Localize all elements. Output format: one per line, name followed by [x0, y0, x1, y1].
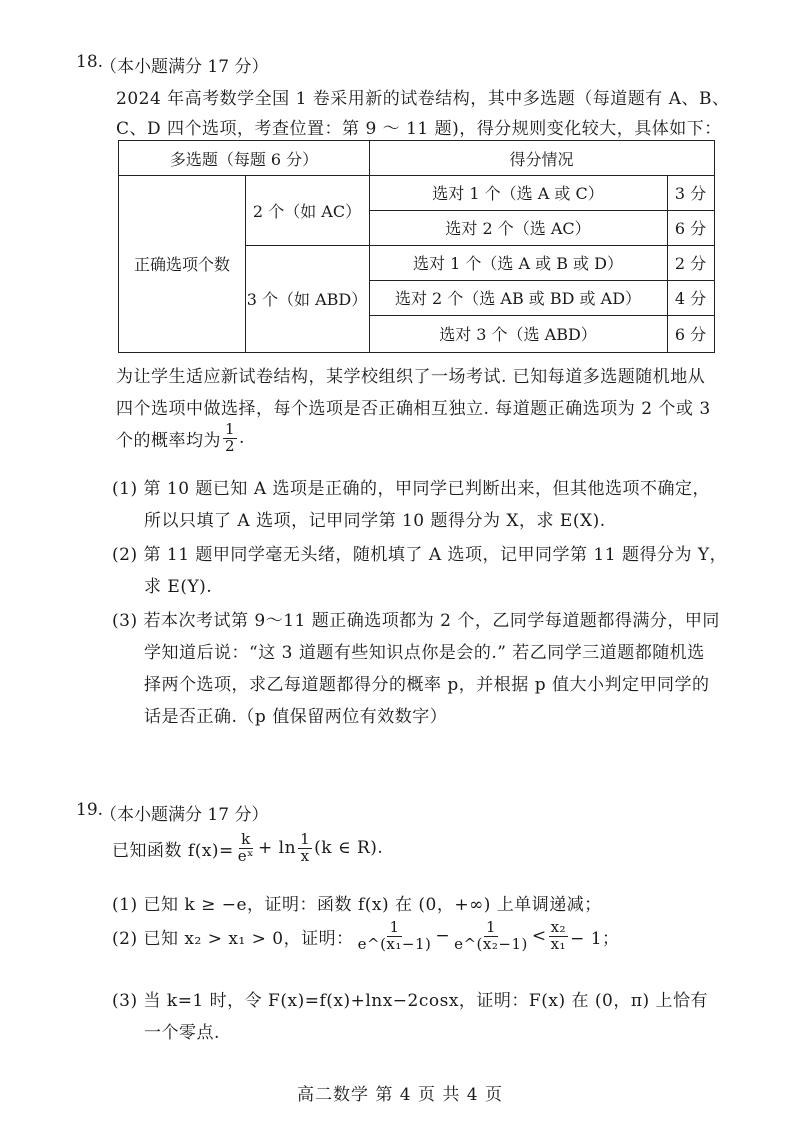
q19-part-2-fraction-3 [549, 920, 568, 953]
q18-part-3-line-2: 学知道后说：“这 3 道题有些知识点你是会的.” 若乙同学三道题都随机选 [144, 643, 705, 663]
q18-number: 18. [76, 52, 104, 72]
q18-part-2-line-1: (2) 第 11 题甲同学毫无头绪，随机填了 A 选项，记甲同学第 11 题得分为 Y， [112, 545, 728, 565]
q18-intro-line-2: C、D 四个选项，考查位置：第 9 ～ 11 题)，得分规则变化较大，具体如下： [116, 119, 722, 139]
q19-heading: （本小题满分 17 分） [100, 805, 269, 825]
q19-part-2-fraction-1 [356, 920, 434, 953]
q18-paragraph-line-2: 四个选项中做选择，每个选项是否正确相互独立. 每道题正确选项为 2 个或 3 [116, 399, 711, 419]
q18-part-2-line-2: 求 E(Y). [144, 577, 213, 597]
q19-part-2 [112, 920, 620, 953]
table-score-5: 6 分 [674, 325, 707, 344]
q19-given-suffix: (k ∈ R). [314, 838, 384, 859]
table-case-2: 选对 2 个（选 AC） [445, 219, 591, 238]
table-score-4: 4 分 [674, 289, 707, 308]
table-header-multichoice: 多选题（每题 6 分） [169, 149, 319, 169]
q18-paragraph-line-1: 为让学生适应新试卷结构，某学校组织了一场考试. 已知每道多选题随机地从 [116, 367, 706, 387]
q19-given-prefix: 已知函数 f(x)= [112, 840, 234, 861]
table-case-3: 选对 1 个（选 A 或 B 或 D） [413, 254, 623, 273]
fraction-denominator: x₁ [550, 934, 567, 953]
table-row-label: 正确选项个数 [133, 255, 230, 274]
fraction-numerator: 1 [225, 420, 236, 438]
q19-part-2-fraction-2 [452, 920, 530, 953]
fraction-denominator: x [300, 846, 310, 865]
fraction-numerator: 1 [389, 918, 400, 936]
q19-part-3-line-2: 一个零点. [144, 1023, 220, 1043]
table-case-1: 选对 1 个（选 A 或 C） [432, 184, 604, 203]
table-header-scoring: 得分情况 [509, 149, 574, 169]
q18-intro-line-1: 2024 年高考数学全国 1 卷采用新的试卷结构，其中多选题（每道题有 A、B、 [116, 89, 730, 109]
q19-part-2-prefix: (2) 已知 x₂ > x₁ > 0，证明： [112, 928, 354, 949]
q19-given-ln: + ln [258, 838, 297, 859]
q19-given-fraction-1 [236, 832, 256, 865]
fraction-denominator: e^(x₁−1) [357, 934, 432, 953]
fraction-numerator: 1 [300, 830, 311, 848]
q19-number: 19. [76, 800, 104, 820]
q19-part-2-end: − 1； [570, 928, 620, 949]
q18-part-3-line-1: (3) 若本次考试第 9～11 题正确选项都为 2 个，乙同学每道题都得满分，甲同 [112, 611, 720, 631]
fraction-denominator: eˣ [237, 846, 255, 865]
table-score-2: 6 分 [674, 219, 707, 238]
q18-heading: （本小题满分 17 分） [100, 57, 269, 77]
fraction-numerator: k [241, 830, 251, 848]
q19-part-3-line-1: (3) 当 k=1 时，令 F(x)=f(x)+lnx−2cosx，证明：F(x) 在 (0，π) 上恰有 [112, 991, 709, 1011]
q18-part-3-line-3: 择两个选项，求乙每道题都得分的概率 p，并根据 p 值大小判定甲同学的 [144, 675, 710, 695]
q18-probability-fraction [223, 422, 237, 455]
table-group-three: 3 个（如 ABD） [246, 290, 368, 309]
q19-part-2-less-than: < [531, 926, 547, 947]
fraction-numerator: 1 [485, 918, 496, 936]
table-group-two: 2 个（如 AC） [252, 201, 362, 221]
q19-part-1: (1) 已知 k ≥ −e，证明：函数 f(x) 在 (0，+∞) 上单调递减； [112, 895, 602, 915]
fraction-denominator: 2 [225, 436, 236, 455]
q18-part-3-line-4: 话是否正确.（p 值保留两位有效数字） [144, 707, 448, 727]
fraction-denominator: e^(x₂−1) [454, 934, 528, 953]
scoring-table [118, 140, 715, 353]
page-footer: 高二数学 第 4 页 共 4 页 [296, 1085, 504, 1105]
q19-given-line [112, 832, 383, 865]
table-score-3: 2 分 [674, 254, 707, 273]
q18-part-1-line-2: 所以只填了 A 选项，记甲同学第 10 题得分为 X，求 E(X). [144, 511, 606, 531]
table-case-4: 选对 2 个（选 AB 或 BD 或 AD） [394, 289, 642, 308]
fraction-numerator: x₂ [550, 918, 567, 936]
q19-given-fraction-2 [298, 832, 312, 865]
table-score-1: 3 分 [674, 184, 707, 203]
q18-paragraph-line-3 [116, 422, 245, 455]
q18-probability-end: . [239, 428, 245, 449]
q18-part-1-line-1: (1) 第 10 题已知 A 选项是正确的，甲同学已判断出来，但其他选项不确定， [112, 479, 711, 499]
table-case-5: 选对 3 个（选 ABD） [439, 325, 597, 344]
q19-part-2-minus: − [435, 926, 451, 947]
q18-probability-text: 个的概率均为 [116, 430, 221, 451]
